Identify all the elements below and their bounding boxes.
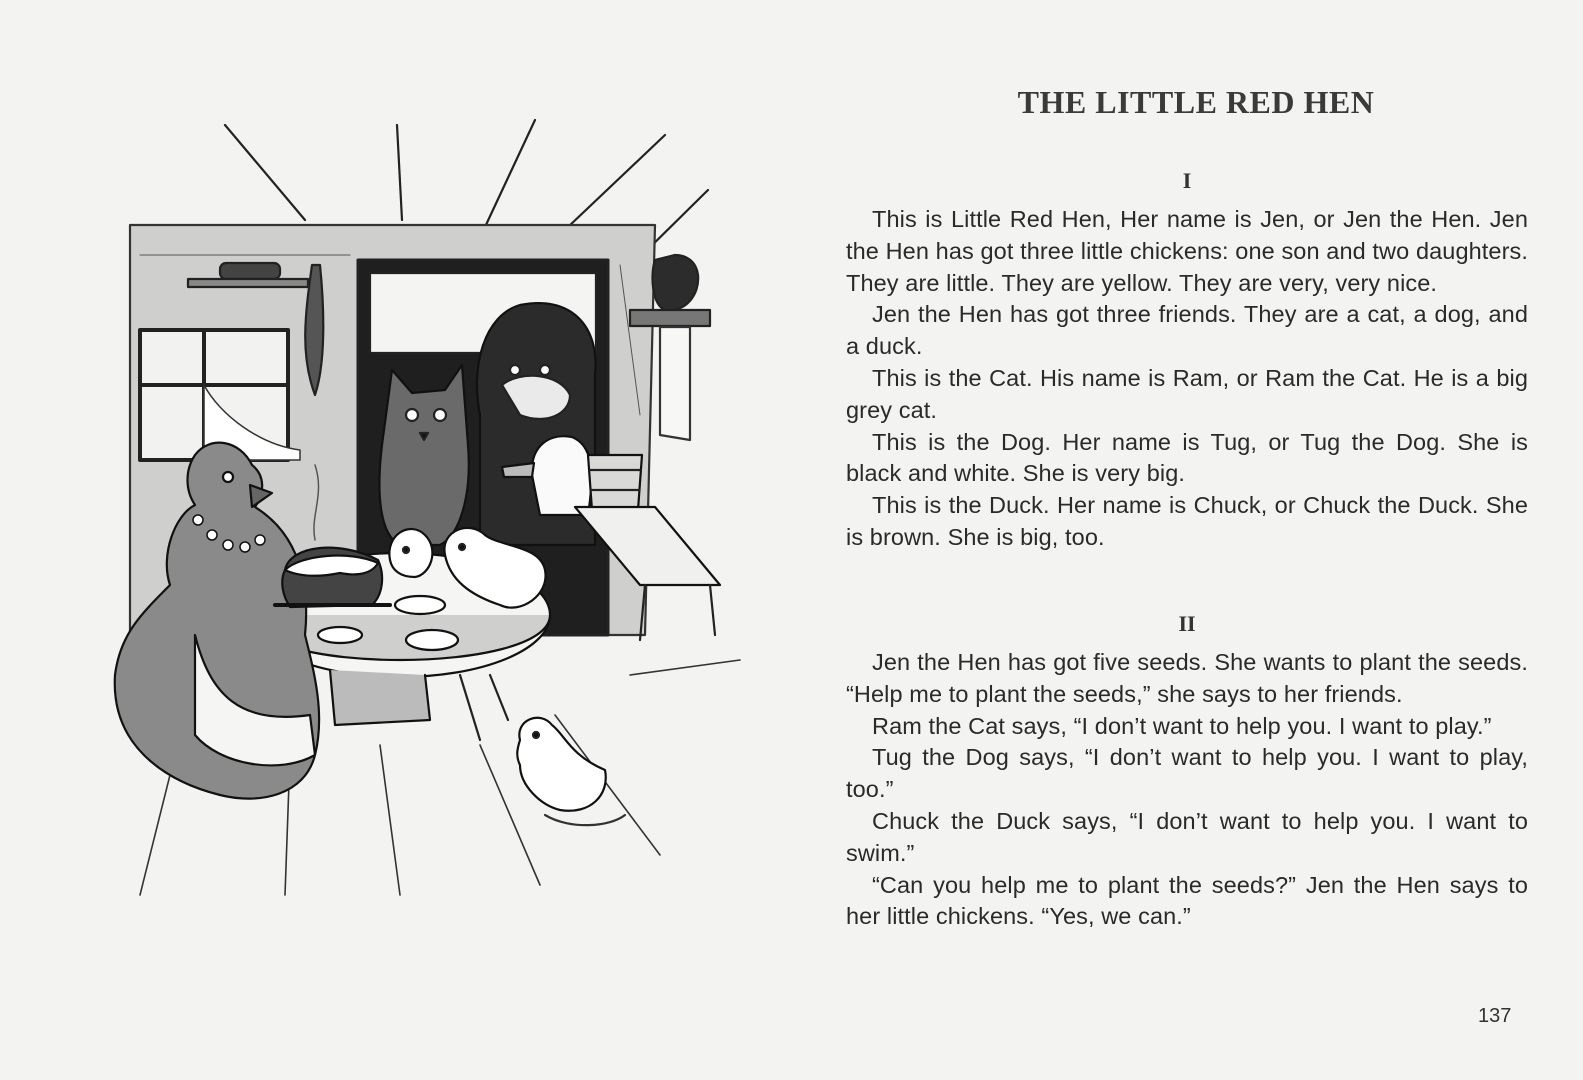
paragraph: This is the Duck. Her name is Chuck, or Chuck the Duck. She is brown. She is big, too.: [846, 492, 1528, 550]
story-illustration: [100, 115, 750, 915]
paragraph: Chuck the Duck says, “I don’t want to help you. I want to swim.”: [846, 807, 1528, 866]
paragraph: Jen the Hen has got five seeds. She wants to plant the seeds. “Help me to plant the seeds,” she says to her friends.: [846, 649, 1528, 707]
paragraph: Ram the Cat says, “I don’t want to help you. I want to play.”: [872, 712, 1492, 739]
paragraph: Tug the Dog says, “I don’t want to help you. I want to play, too.”: [846, 744, 1528, 803]
paragraph: “Can you help me to plant the seeds?” Jen the Hen says to her little chickens. “Yes, we can.”: [846, 871, 1528, 930]
chick-on-floor: [517, 718, 625, 825]
section-2-body: [846, 647, 1528, 933]
cat-figure: [379, 365, 468, 545]
page-number: 137: [1478, 1005, 1512, 1027]
paragraph: Jen the Hen has got three friends. They are a cat, a dog, and a duck.: [846, 301, 1528, 360]
paragraph: This is the Cat. His name is Ram, or Ram the Cat. He is a big grey cat.: [846, 364, 1528, 423]
story-title: THE LITTLE RED HEN: [1017, 84, 1375, 120]
paragraph: This is Little Red Hen, Her name is Jen, or Jen the Hen. Jen the Hen has got three little chickens: one son and two daughters. They are little. They are yellow. They are very, very nice.: [846, 206, 1528, 296]
kitchen-scene-illustration: [100, 115, 750, 915]
section-number-2: II: [1178, 611, 1196, 636]
paragraph: This is the Dog. Her name is Tug, or Tug the Dog. She is black and white. She is very big.: [846, 428, 1528, 487]
section-number-1: I: [1182, 168, 1192, 193]
window: [140, 330, 300, 460]
section-1-body: [846, 204, 1528, 554]
